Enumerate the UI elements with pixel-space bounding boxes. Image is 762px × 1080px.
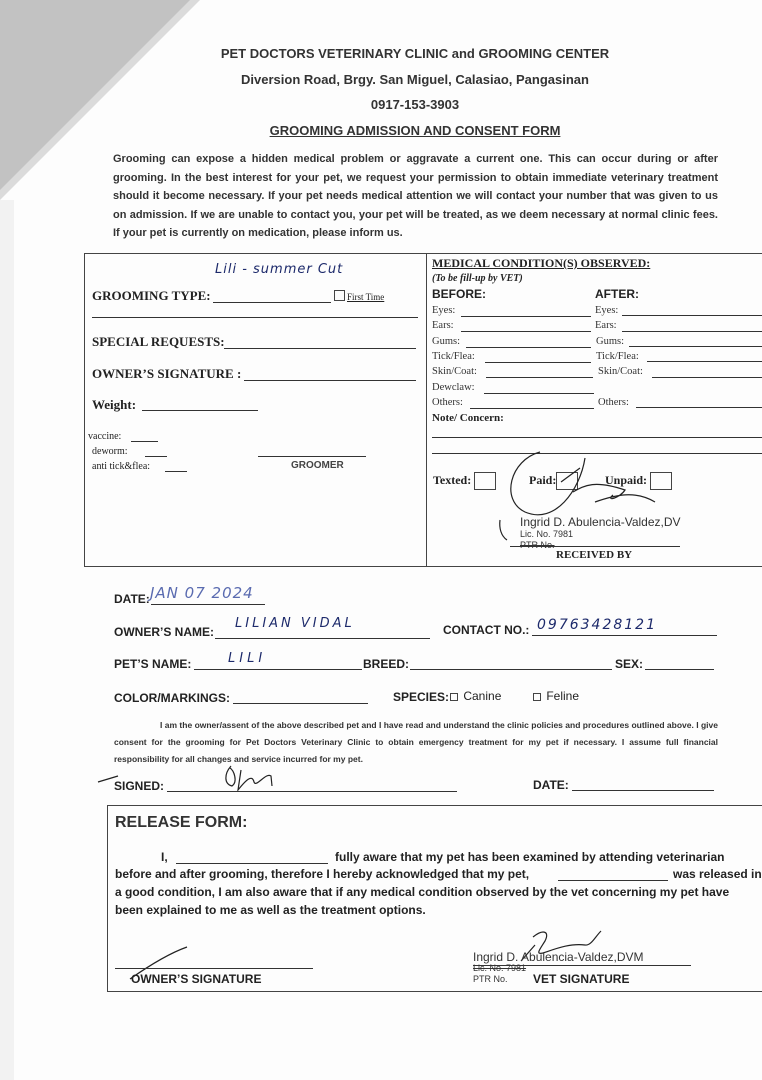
note-line-1[interactable] — [432, 437, 762, 438]
sex-line[interactable] — [645, 669, 714, 670]
release-title: RELEASE FORM: — [115, 814, 248, 831]
after-gums: Gums: — [596, 336, 625, 347]
owner-release-signature-label: OWNER’S SIGNATURE — [131, 972, 262, 986]
after-tick: Tick/Flea: — [596, 351, 639, 362]
before-eyes-line[interactable] — [461, 316, 591, 317]
before-gums: Gums: — [432, 336, 461, 347]
date2-line[interactable] — [572, 790, 714, 791]
canine-checkbox-icon — [450, 693, 458, 701]
anti-tick-line[interactable] — [165, 471, 187, 472]
checkbox-icon — [334, 290, 345, 301]
form-title: GROOMING ADMISSION AND CONSENT FORM — [269, 123, 561, 138]
color-label: COLOR/MARKINGS: — [114, 691, 230, 705]
after-others: Others: — [598, 397, 629, 408]
before-dewclaw-line[interactable] — [484, 393, 594, 394]
special-requests-line[interactable] — [224, 348, 416, 349]
after-ears: Ears: — [595, 320, 617, 331]
owner-signature-line[interactable] — [244, 380, 416, 381]
before-others: Others: — [432, 397, 463, 408]
before-tick-line[interactable] — [485, 362, 591, 363]
intro-paragraph: Grooming can expose a hidden medical problem or aggravate a current one. This can occur during or after grooming. In the best interest for your pet, we request your permission to obtain immediate veterinary treatment should it become necessary. If your pet needs medical attention we will contact your number that was given to us on admission. If we are unable to contact you, your pet will be treated, as we deem necessary at normal clinic fees. If your pet is currently on medication, please inform us. — [113, 153, 718, 239]
unpaid-label: Unpaid: — [605, 472, 648, 487]
contact-label: CONTACT NO.: — [443, 623, 530, 637]
contact-line — [532, 635, 717, 636]
vet-signature-label: VET SIGNATURE — [533, 972, 630, 986]
pet-name-label: PET’S NAME: — [114, 657, 192, 671]
after-gums-line[interactable] — [629, 346, 762, 347]
after-others-line[interactable] — [636, 407, 762, 408]
box-divider — [426, 254, 427, 566]
clinic-phone: 0917-153-3903 — [370, 97, 460, 112]
color-line[interactable] — [233, 703, 368, 704]
feline-checkbox-icon — [533, 693, 541, 701]
deworm-label: deworm: — [92, 446, 128, 457]
breed-label: BREED: — [363, 657, 410, 671]
release-text-2: before and after grooming, therefore I hereby acknowledged that my pet, — [115, 867, 530, 881]
after-skin: Skin/Coat: — [598, 366, 643, 377]
note-label: Note/ Concern: — [432, 412, 504, 424]
texted-label: Texted: — [433, 472, 472, 487]
before-dewclaw: Dewclaw: — [432, 382, 475, 393]
page-edge — [0, 200, 14, 1080]
grooming-type-value[interactable]: Lili - summer Cut — [215, 262, 344, 277]
canine-option[interactable] — [450, 689, 501, 703]
vet-lic-bottom: Lic. No. 7981 — [473, 963, 527, 973]
vet-name-bottom: Ingrid D. Abulencia-Valdez,DVM — [473, 950, 644, 964]
vaccine-label: vaccine: — [88, 431, 122, 442]
release-text-1: fully aware that my pet has been examined by attending veterinarian — [335, 850, 725, 864]
signed-line — [167, 791, 457, 792]
breed-line[interactable] — [410, 669, 612, 670]
species-label: SPECIES: — [393, 690, 450, 704]
owner-signature-label: OWNER’S SIGNATURE : — [92, 366, 242, 381]
vet-ptr-bottom: PTR No. — [473, 974, 508, 984]
vaccine-line[interactable] — [131, 441, 158, 442]
before-tick: Tick/Flea: — [432, 351, 475, 362]
grooming-type-line-2 — [92, 317, 418, 318]
date-line — [151, 604, 265, 605]
paid-label: Paid: — [529, 472, 557, 487]
before-ears-line[interactable] — [461, 331, 591, 332]
after-eyes: Eyes: — [595, 305, 619, 316]
after-ears-line[interactable] — [622, 331, 762, 332]
vet-ptr-top: PTR No. — [520, 540, 555, 550]
section-separator — [84, 566, 762, 567]
grooming-type-label: GROOMING TYPE: — [92, 288, 211, 303]
release-i: I, — [161, 850, 168, 864]
date2-label: DATE: — [533, 778, 569, 792]
pet-name-line — [194, 669, 362, 670]
contact-value[interactable]: 09763428121 — [537, 617, 657, 633]
feline-option[interactable] — [533, 689, 579, 703]
first-time-checkbox[interactable] — [334, 290, 384, 302]
clinic-address: Diversion Road, Brgy. San Miguel, Calasiao, Pangasinan — [241, 72, 589, 87]
before-gums-line[interactable] — [466, 347, 591, 348]
before-skin: Skin/Coat: — [432, 366, 477, 377]
weight-line[interactable] — [142, 410, 258, 411]
owner-name-line — [215, 638, 430, 639]
first-time-label: First Time — [347, 292, 385, 302]
after-skin-line[interactable] — [652, 377, 762, 378]
before-others-line[interactable] — [470, 408, 594, 409]
medical-title: MEDICAL CONDITION(S) OBSERVED: — [432, 256, 651, 270]
special-requests-label: SPECIAL REQUESTS: — [92, 334, 225, 349]
sex-label: SEX: — [615, 657, 644, 671]
vet-lic-top: Lic. No. 7981 — [520, 529, 574, 539]
date-value[interactable]: JAN 07 2024 — [150, 584, 254, 602]
texted-box — [474, 472, 496, 490]
date-label: DATE: — [114, 592, 150, 606]
feline-label: Feline — [546, 689, 580, 703]
weight-label: Weight: — [92, 397, 137, 412]
medical-subtitle: (To be fill-up by VET) — [432, 273, 523, 284]
owner-name-value[interactable]: LILIAN VIDAL — [235, 616, 355, 631]
vet-name-top: Ingrid D. Abulencia-Valdez,DV — [520, 515, 681, 529]
before-label: BEFORE: — [432, 287, 486, 301]
owner-release-signature-line[interactable] — [115, 968, 313, 969]
after-label: AFTER: — [595, 287, 639, 301]
anti-tick-label: anti tick&flea: — [92, 461, 151, 472]
pet-name-value[interactable]: LILI — [228, 651, 267, 666]
clinic-name: PET DOCTORS VETERINARY CLINIC and GROOMING CENTER — [220, 46, 610, 61]
release-text-3: a good condition, I am also aware that if any medical condition observed by the vet concerning my pet have — [115, 885, 730, 899]
release-text-2b: was released in — [673, 867, 762, 881]
before-ears: Ears: — [432, 320, 454, 331]
groomer-label: GROOMER — [291, 460, 344, 471]
owner-name-label: OWNER’S NAME: — [114, 625, 214, 639]
release-pet-line[interactable] — [558, 880, 668, 881]
texted-checkbox[interactable] — [433, 472, 496, 490]
release-text-4: been explained to me as well as the treatment options. — [115, 903, 426, 917]
canine-label: Canine — [463, 689, 502, 703]
after-tick-line[interactable] — [647, 361, 762, 362]
before-eyes: Eyes: — [432, 305, 456, 316]
signed-label: SIGNED: — [114, 779, 165, 793]
groomer-line[interactable] — [258, 456, 366, 457]
received-by-label: RECEIVED BY — [556, 549, 633, 561]
after-eyes-line[interactable] — [622, 315, 762, 316]
grooming-type-line — [213, 302, 331, 303]
before-skin-line[interactable] — [486, 377, 593, 378]
received-by-line — [510, 546, 680, 547]
consent-paragraph: I am the owner/assent of the above described pet and I have read and understand the clinic policies and procedures outlined above. I give consent for the grooming for Pet Doctors Veterinary Clinic to obtain emergency treatment for my pet if necessary. I assume full financial responsibility for all changes and service incurred for my pet. — [114, 720, 718, 764]
release-owner-name-line[interactable] — [176, 863, 328, 864]
deworm-line[interactable] — [145, 456, 167, 457]
